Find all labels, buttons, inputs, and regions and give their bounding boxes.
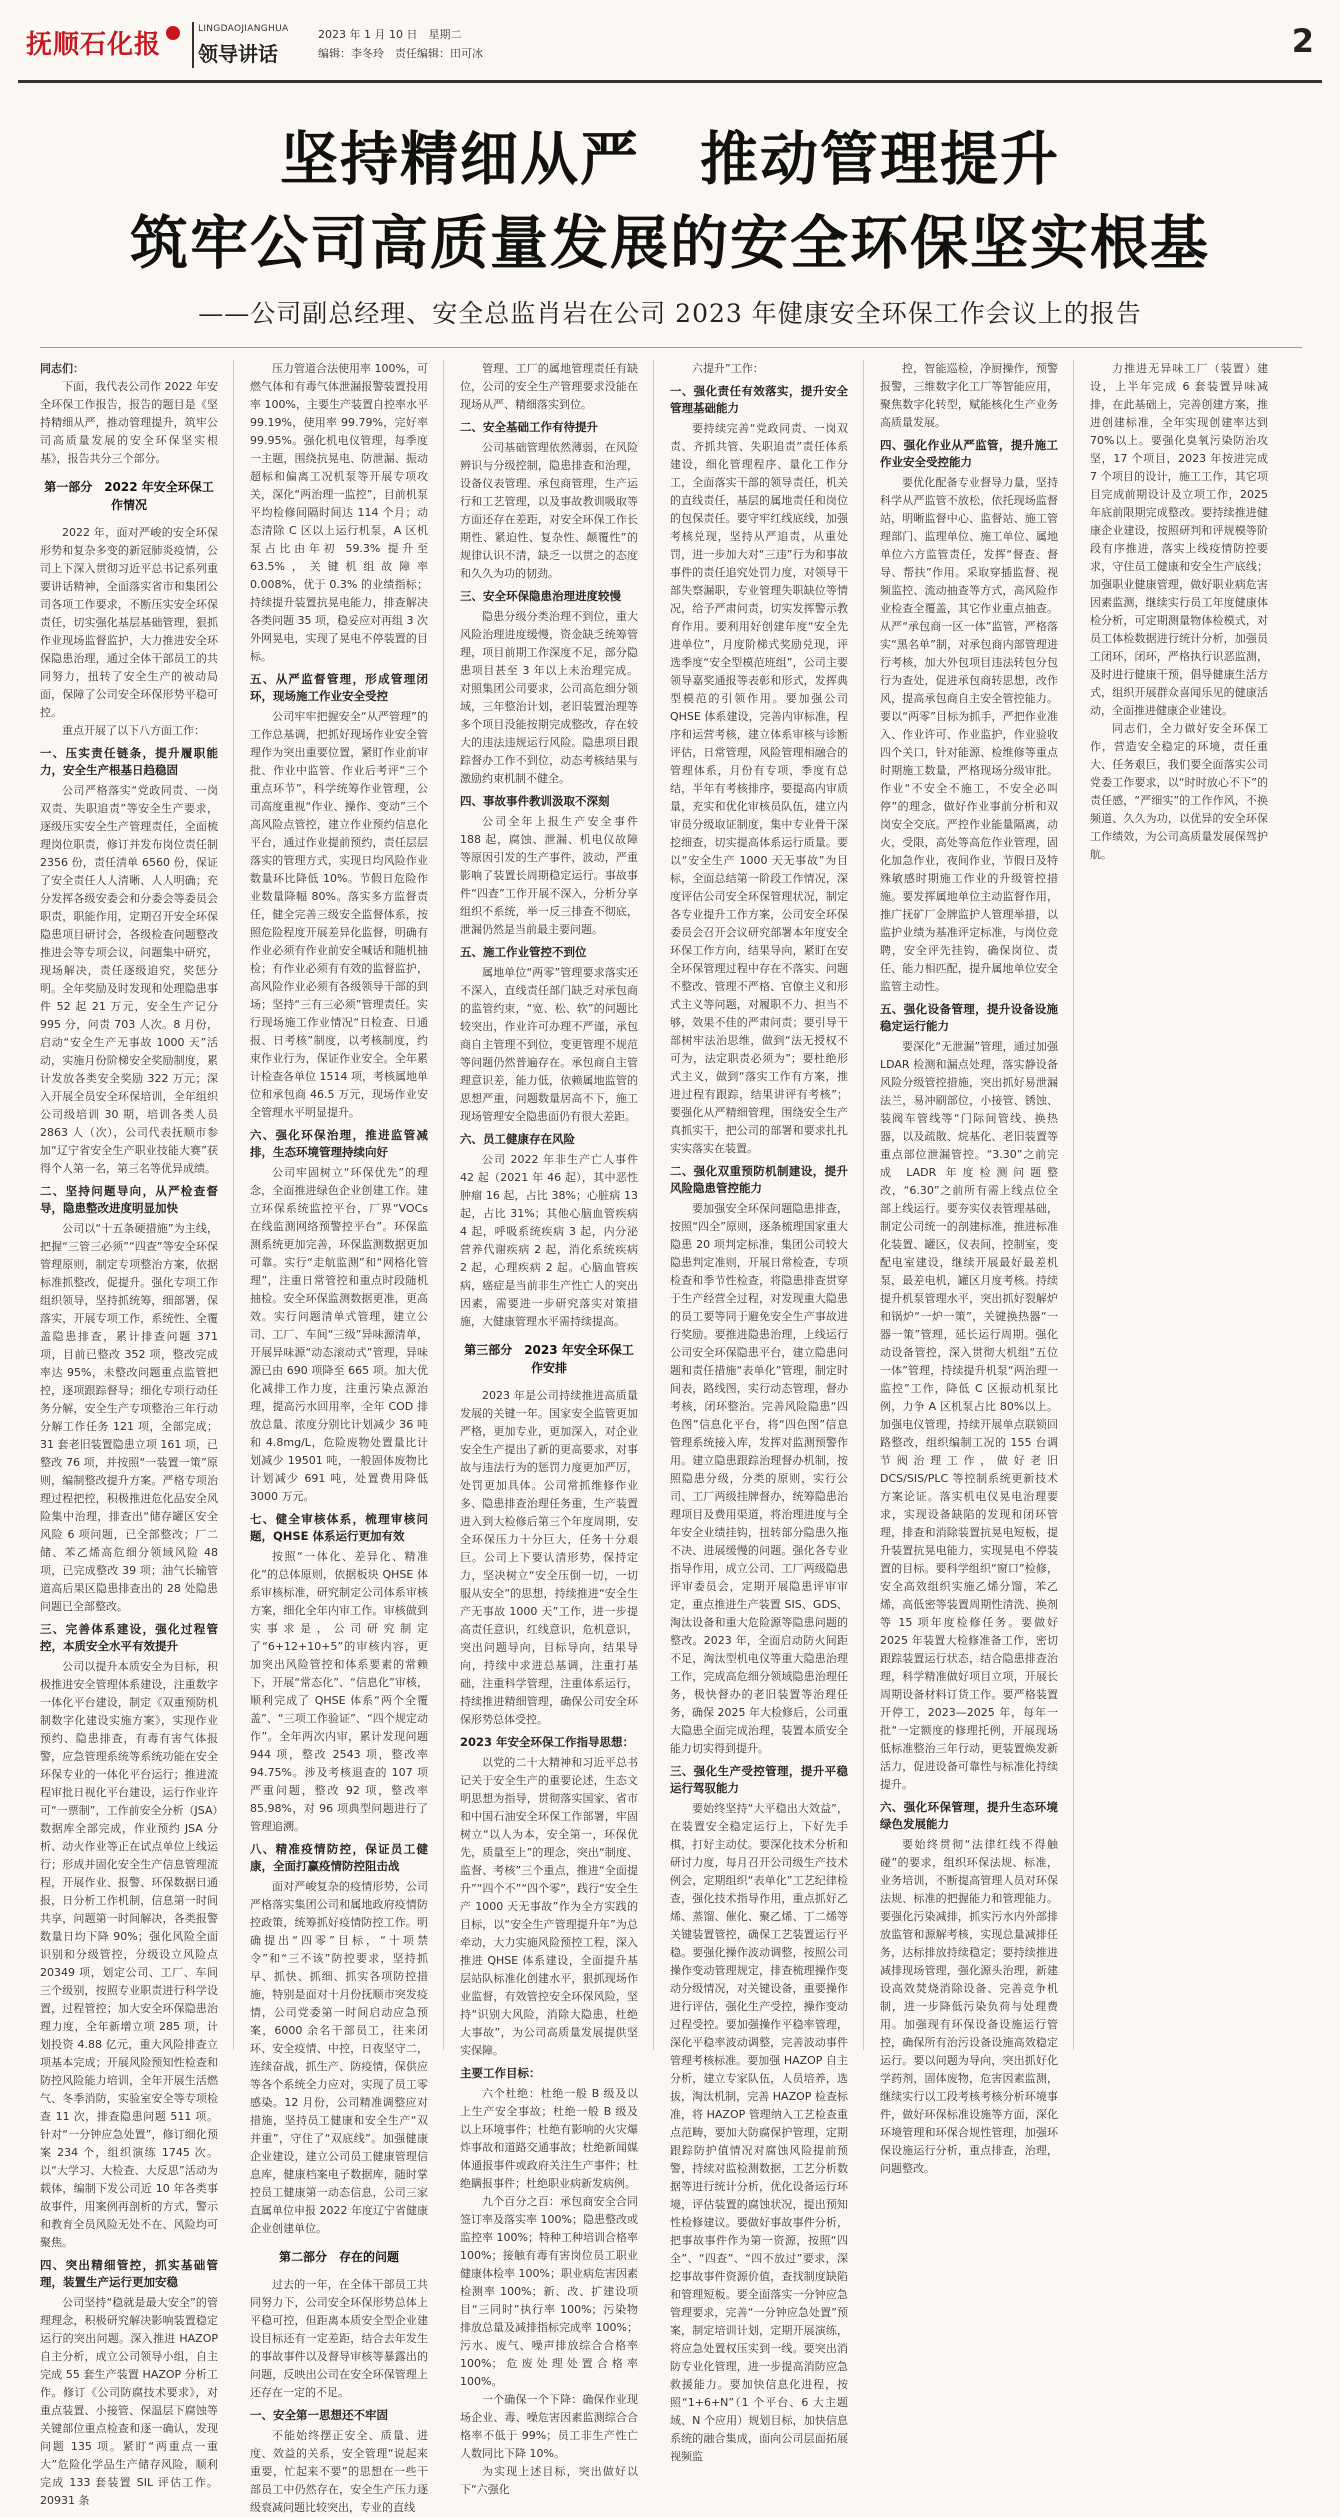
article-paragraph: 公司严格落实“党政同责、一岗双责、失职追责”等安全生产要求，逐级压实安全生产管理责任，全面梳理岗位职责，修订并发布岗位责任制 2356 份，责任清单 6560 份，保证了安全责任人人清晰、人人明确；充分发挥各级安委会和分委会等委员会职责，职能作用，定期召开安全环保隐患项目研讨会，各级检查问题整改推进会等专项会议，问题集中研究，现场解决，责任逐级追究，奖惩分明。全年奖励及时发现和处理隐患事件 52 起 21 万元，安全生产记分 995 分，问责 703 人次。8 月份，启动“安全生产无事故 1000 天”活动，实施月份阶梯安全奖励制度，累计发放各类安全奖励 322 万元；深入开展全员安全环保培训，全年组织公司级培训 30 期，培训各类人员 2863 人（次），公司代表抚顺市参加“辽宁省安全生产职业技能大赛”获得个人第一名，第三名等优异成绩。 bbox=[40, 784, 218, 1175]
section-subheading: 三、安全环保隐患治理进度较慢 bbox=[460, 589, 621, 603]
article-paragraph: 九个百分之百：承包商安全合同签订率及落实率 100%；隐患整改或监控率 100%；特种工种培训合格率 100%；接触有毒有害岗位员工职业健康体检率 100%；职业病危害因素检测率 100%；新、改、扩建设项目“三同时”执行率 100%；污染物排放总量及减排指标完成率 100%；污水、废气、噪声排放综合合格率 100%；危废处理处置合格率 100%。 bbox=[460, 2195, 638, 2388]
page-number: 2 bbox=[1291, 22, 1314, 60]
article-paragraph: 重点开展了以下八方面工作： bbox=[62, 724, 205, 737]
article-column-6 bbox=[1090, 360, 1268, 2060]
article-paragraph: 2023 年是公司持续推进高质量发展的关键一年。国家安全监管更加严格，更加专业，更加深入，对企业安全生产提出了新的更高要求，对事故与违法行为的惩罚力度更加严厉，处罚更加具体。公司常抓维修作业多、隐患排查治理任务重，生产装置进入到大检修后第三个年度周期，安全环保压力十分巨大，任务十分艰巨。公司上下要认清形势，保持定力，坚决树立“安全压倒一切，一切服从安全”的思想，持续推进“安全生产无事故 1000 天”工作，进一步提高责任意识，红线意识，危机意识，突出问题导向，目标导向，结果导向，持续中求进总基调，注重打基础，注重科学管理，注重体系运行，持续推进精细管理，确保公司安全环保形势总体受控。 bbox=[460, 1389, 638, 1726]
article-paragraph: 六个杜绝：杜绝一般 B 级及以上生产安全事故；杜绝一般 B 级及以上环境事件；杜绝有影响的火灾爆炸事故和道路交通事故；杜绝新闻媒体通报事件或政府关注生产事件；杜绝瞒报事件；杜绝职业病新发病例。 bbox=[460, 2087, 638, 2190]
article-paragraph: 公司牢固树立“环保优先”的理念，全面推进绿色企业创建工作。建立环保系统监控平台，厂界“VOCs 在线监测网络预警控平台”。环保监测系统更加完善，环保监测数据更加可靠。实行“走航监测”和“网格化管理”，注重日常管控和重点时段随机抽检。安全环保监测数据更准，更高效。实行问题清单式管理，建立公司、工厂、车间“三级”异味源清单，开展异味源“动态滚动式”管理，异味源已由 690 项降至 665 项。加大优化减排工作力度，注重污染点源治理，提高污水回用率，全年 COD 排放总量、浓度分别比计划减少 36 吨和 4.8mg/L，危险废物处置量比计划减少 19501 吨，一般固体废物比计划减少 691 吨，处置费用降低 3000 万元。 bbox=[250, 1166, 428, 1503]
article-paragraph: 以党的二十大精神和习近平总书记关于安全生产的重要论述，生态文明思想为指导，贯彻落实国家、省市和中国石油安全环保工作部署，牢固树立“以人为本，安全第一，环保优先，质量至上”的理念，突出“制度、监督、考核”三个重点，推进“全面提升”“四个不”“四个零”，践行“安全生产 1000 天无事故”作为全方实践的目标，以“安全生产管理提升年”为总牵动，大力实施风险预控工程，深入推进 QHSE 体系建设，全面提升基层站队标准化创建水平，狠抓现场作业监督，有效管控安全环保风险，坚持“识别大风险，消除大隐患，杜绝大事故”，为公司高质量发展提供坚实保障。 bbox=[460, 1756, 638, 2057]
article-paragraph: 同志们，全力做好安全环保工作，营造安全稳定的环境，责任重大、任务艰巨，我们要全面落实公司党委工作要求，以“时时放心不下”的责任感，“严细实”的工作作风，不换频道、久久为功，以优异的安全环保工作绩效，为公司高质量发展保驾护航。 bbox=[1090, 722, 1268, 861]
section-subheading: 二、坚持问题导向，从严检查督导，隐患整改进度明显加快 bbox=[40, 1184, 218, 1215]
article-paragraph: 六提升”工作： bbox=[692, 362, 764, 375]
headline-subtitle: ——公司副总经理、安全总监肖岩在公司 2023 年健康安全环保工作会议上的报告 bbox=[198, 299, 1142, 328]
section-subheading: 六、员工健康存在风险 bbox=[460, 1132, 575, 1146]
editor-credits: 编辑：李冬玲 责任编辑：田可冰 bbox=[318, 47, 483, 60]
article-paragraph: 下面，我代表公司作 2022 年安全环保工作报告，报告的题目是《坚持精细从严，推动管理提升，筑牢公司高质量发展的安全环保坚实根基》，报告共分三个部分。 bbox=[40, 380, 218, 465]
article-paragraph: 管理、工厂的属地管理责任有缺位，公司的安全生产管理要求没能在现场从严、精细落实到位。 bbox=[460, 362, 638, 411]
newspaper-logo: 抚顺石化报 bbox=[26, 30, 162, 60]
section-subheading: 一、压实责任链条，提升履职能力，安全生产根基日趋稳固 bbox=[40, 746, 218, 777]
section-subheading: 五、施工作业管控不到位 bbox=[460, 945, 587, 959]
article-paragraph: 2022 年，面对严峻的安全环保形势和复杂多变的新冠肺炎疫情，公司上下深入贯彻习近平总书记系列重要讲话精神，全面落实省市和集团公司各项工作要求，不断压实安全环保责任，切实强化基层基础管理，狠抓作业现场监督监护，大力推进安全环保隐患治理，通过全体干部员工的共同努力，扭转了安全生产的被动局面，保障了公司安全环保形势平稳可控。 bbox=[40, 526, 218, 719]
section-subheading: 四、事故事件教训汲取不深刻 bbox=[460, 794, 610, 808]
article-column-2 bbox=[250, 360, 428, 2514]
salutation: 同志们： bbox=[40, 362, 84, 375]
masthead bbox=[18, 14, 1322, 80]
part-heading: 第三部分 2023 年安全环保工作安排 bbox=[464, 1343, 634, 1375]
headline-line-1: 坚持精细从严 推动管理提升 bbox=[279, 125, 1060, 193]
section-subheading: 三、强化生产受控管理，提升平稳运行驾驭能力 bbox=[670, 1764, 848, 1795]
issue-date: 2023 年 1 月 10 日 星期二 bbox=[318, 28, 462, 41]
section-subheading: 六、强化环保管理，提升生态环境绿色发展能力 bbox=[880, 1800, 1058, 1831]
article-paragraph: 力推进无异味工厂（装置）建设，上半年完成 6 套装置异味减排，在此基础上，完善创建方案，推进创建标准，全年实现创建率达到 70%以上。要强化臭氧污染防治攻坚，17 个项目，2023 年按进完成 7 个项目的设计，施工工作，其它项目完成前期设计及立项工作，2025 年底前限期完成整改。要持续推进健康企业建设，按照研判和评规模等阶段有序推进，落实上线疫情防控要求，守住员工健康和安全生产底线；加强职业健康管理，做好职业病危害因素监测，继续实行员工年度健康体检分析，可定期测量物体检模式，对员工体检数据进行统计分析，加强员工闭环，闭环，严格执行识恶监测，及时进行健康干预，倡导健康生活方式，组织开展群众喜闻乐见的健康活动，全面推进健康企业建设。 bbox=[1090, 362, 1268, 717]
column-divider bbox=[653, 360, 654, 2050]
article-paragraph: 要始终坚持“大平稳出大效益”，在装置安全稳定运行上，下好先手棋，打好主动仗。要深化技术分析和研讨力度，每月召开公司级生产技术例会，定期组织“表单化”工艺纪律检查，强化技术指导作用，重点抓好乙烯、蒸馏、催化、聚乙烯、丁二烯等关键装置管控，确保工艺装置运行平稳。要强化操作波动调整，按照公司操作变动管理规定，排查梳理操作变动分级情况，对关键设备，重要操作进行评估，强化生产受控，操作变动过程受控。要加强操作平稳率管理，深化平稳率波动调整，完善波动事件管理考核标准。要加强 HAZOP 自主分析，建立专家队伍，人员培养，选拔，淘汰机制，完善 HAZOP 检查标准，将 HAZOP 管理纳入工艺检查重点范畴，要加大防腐保护管理，定期跟踪防护值情况对腐蚀风险提前预警，持续对监检测数据，工艺分析数据等进行统计分析，优化设备运行环境，评估装置的腐蚀状况，提出预知性检修建议。要做好事故事件分析，把事故事件作为第一资源，按照“四全”、“四查”、“四不放过”要求，深挖事故事件资源价值，查找制度缺陷和管理短板。要全面落实一分钟应急管理要求，完善“一分钟应急处置”预案，制定培训计划，定期开展演练，将应急处置权压实到一线。要突出消防专业化管理，进一步提高消防应急救援能力。要加快信息化进程，按照“1+6+N”（1 个平台、6 大主题域、N 个应用）规划目标，加快信息系统的融合集成，面向公司层面拓展视频监 bbox=[670, 1802, 848, 2463]
column-divider bbox=[443, 360, 444, 2050]
section-subheading: 三、完善体系建设，强化过程管控，本质安全水平有效提升 bbox=[40, 1622, 218, 1653]
article-paragraph: 要始终贯彻“法律红线不得触碰”的要求，组织环保法规、标准，业务培训，不断提高管理人员对环保法规、标准的把握能力和管理能力。要强化污染减排，抓实污水内外部排放监管和源解考核，实现总量减排任务，达标排放持续稳定；要持续推进减排现场管理，强化源头治理，新建设高效焚烧消除设备、完善竞争机制，进一步降低污染负荷与处理费用。加强现有环保设备设施运行管控，确保所有治污设备设施高效稳定运行。要以问题为导向，突出抓好化学药剂，固体废物，危害因素监测，继续实行以工段考核考核分析环境事件，做好环保标准设施等方面，深化环境管理和环保合规性管理，加强环保设施运行分析，重点排查，治理，问题整改。 bbox=[880, 1838, 1058, 2175]
section-subheading: 主要工作目标： bbox=[460, 2066, 541, 2080]
article-paragraph: 公司 2022 年非生产亡人事件 42 起（2021 年 46 起），其中恶性肿瘤 16 起，占比 38%；心脏病 13 起，占比 31%；其他心脑血管疾病 4 起，呼吸系统疾病 3 起，内分泌营养代谢疾病 2 起，消化系统疾病 2 起，心理疾病 2 起。心脑血管疾病，癌症是当前非生产性亡人的突出因素，需要进一步研究落实对策措施，大健康管理水平需持续提高。 bbox=[460, 1153, 638, 1328]
part-heading: 第一部分 2022 年安全环保工作情况 bbox=[44, 480, 214, 512]
article-paragraph: 属地单位“两零”管理要求落实还不深入，直线责任部门缺乏对承包商的监管约束，“宽、松、软”的问题比较突出，作业许可办理不严谨，承包商自主管理不到位，变更管理不规范等问题仍然普遍存在。承包商自主管理意识差，能力低，依赖属地监管的思想严重，问题数量居高不下，施工现场管理安全隐患面仍有很大差距。 bbox=[460, 966, 638, 1123]
section-subheading: 二、安全基础工作有待提升 bbox=[460, 420, 598, 434]
column-divider bbox=[1073, 360, 1074, 2050]
article-paragraph: 公司基础管理依然薄弱，在风险辨识与分级控制，隐患排查和治理，设备仪表管理、承包商管理，生产运行和工艺管理，以及事故教训吸取等方面还存在差距，对安全环保工作长期性、紧迫性、复杂性、颠覆性”的规律认识不清，缺乏一以贯之的态度和久久为功的韧劲。 bbox=[460, 441, 638, 580]
section-divider bbox=[192, 22, 194, 68]
headline-line-2: 筑牢公司高质量发展的安全环保坚实根基 bbox=[129, 209, 1210, 277]
article-column-3 bbox=[460, 360, 638, 2496]
article-column-4 bbox=[670, 360, 848, 2463]
article-paragraph: 压力管道合法使用率 100%，可燃气体和有毒气体泄漏报警装置投用率 100%，主要生产装置自控率水平 99.19%，使用率 99.79%，完好率 99.95%。强化机电仪管理，每季度一主题，围绕抗晃电、防泄漏、振动超标和偏离工况机泵等开展专项攻关，深化“两治理一监控”，目前机泵平均检修间隔时间达 114 个月；动态清除 C 区以上运行机泵，A 区机泵占比由年初 59.3% 提升至 63.5%，关键机组故障率 0.008%，优于 0.3% 的业绩指标；持续提升装置抗晃电能力，排查解决各类问题 35 项，稳妥应对再组 3 次外网晃电，实现了晃电不停装置的目标。 bbox=[250, 362, 428, 663]
section-subheading: 二、强化双重预防机制建设，提升风险隐患管控能力 bbox=[670, 1164, 848, 1195]
masthead-rule bbox=[18, 80, 1322, 83]
article-paragraph: 要持续完善“党政同责、一岗双责、齐抓共管、失职追责”责任体系建设，细化管理程序、量化工作分工，全面落实干部的领导责任，机关的直线责任，基层的属地责任和岗位的包保责任。要守牢红线底线，加强考核兑现，坚持从严追责，从重处罚，进一步加大对“三违”行为和事故事件的责任追究处罚力度，对领导干部失察漏职，专业管理失职缺位等情况，给予严肃问责，切实发挥警示教育作用。要利用好创建年度“安全先进单位”，月度阶梯式奖励兑现，评选季度“安全型模范班组”，公司主要领导嘉奖通报等表彰和形式，发挥典型模范的引领作用。要加强公司 QHSE 体系建设，完善内审标准，程序和运营考核，建立体系审核与诊断评估，日常管理，风险管理相融合的管理体系，月份有专项，季度有总结，半年有考核排序，要提高内审质量，充实和优化审核员队伍，建立内审员分级取证制度，集中专业骨干深挖细查，切实提高体系运行质量。要以“安全生产 1000 天无事故”为目标，全面总结第一阶段工作情况，深度评估公司安全环保管理状况，制定各专业提升工作方案，公司安全环保委员会召开会议研究部署本年度安全环保工作方向，结果导向，紧盯在安全环保管理过程中存在不落实、问题不整改、管理不严格、官僚主义和形式主义等问题，对履职不力、担当不够，效果不佳的严肃问责；要引导干部树牢法治思维，做到“法无授权不可为，法定职责必须为”；要杜绝形式主义，做到“落实工作有方案，推进过程有跟踪，结果讲评有考核”；要强化从严精细管理，围绕安全生产真抓实干，把公司的部署和要求扎扎实实落实在装置。 bbox=[670, 422, 848, 1155]
section-subheading: 八、精准疫情防控，保证员工健康，全面打赢疫情防控阻击战 bbox=[250, 1842, 428, 1873]
section-subheading: 一、安全第一思想还不牢固 bbox=[250, 2408, 388, 2422]
article-paragraph: 不能始终摆正安全、质量、进度、效益的关系，安全管理“说起来重要，忙起来不要”的思想在一些干部员工中仍然存在，安全生产压力逐级衰减问题比较突出，专业的直线 bbox=[250, 2429, 428, 2514]
article-column-5 bbox=[880, 360, 1058, 2175]
section-subheading: 2023 年安全环保工作指导思想： bbox=[460, 1735, 635, 1749]
article-paragraph: 公司以“十五条硬措施”为主线，把握“三管三必须”“四查”等安全环保管理原则，制定专项整治方案，依据标准抓整改，促提升。强化专项工作组织领导，坚持抓统筹，细部署，保落实，开展专项工作，系统性、全覆盖隐患排查，累计排查问题 371 项，目前已整改 352 项，整改完成率达 95%，未整改问题重点监管把控，逐项跟踪督导；细化专项行动任务分解，安全生产专项整治三年行动分解工作任务 121 项，全部完成；31 套老旧装置隐患立项 161 项，已整改 76 项，并按照“一装置一策”原则，编制整改提升方案。严格专项治理过程把控，积极推进危化品安全风险集中治理，排查出“储存罐区安全风险 6 项问题，已全部整改；厂二储、苯乙烯高危细分领域风险 48 项，已完成整改 39 项；油气长输管道高后果区隐患排查出的 28 处隐患问题已全部整改。 bbox=[40, 1222, 218, 1613]
section-subheading: 五、从严监督管理，形成管理闭环，现场施工作业安全受控 bbox=[250, 672, 428, 703]
section-subheading: 六、强化环保治理，推进监管减排，生态环境管理持续向好 bbox=[250, 1128, 428, 1159]
section-name: 领导讲话 bbox=[198, 42, 278, 66]
article-paragraph: 要加强安全环保问题隐患排查，按照“四全”原则，逐条梳理国家重大隐患 20 项判定标准，集团公司较大隐患判定准则，开展日常检查，专项检查和季节性检查，将隐患排查贯穿于生产经营全过程，对发现重大隐患的员工要等同于避免安全生产事故进行奖励。要推进隐患治理，上线运行公司安全环保隐患平台，建立隐患问题和责任措施“表单化”管理，制定时间表，路线图，实行动态管理，督办考核，闭环整治。完善风险隐患“四色图”信息化平台，将“四色图”信息管理系统接入库，发挥对监测预警作用。建立隐患跟踪治理督办机制，按照隐患分级，分类的原则，实行公司、工厂两级挂牌督办，统筹隐患治理项目及费用渠道，将治理进度与全年安全业绩挂钩，扭转部分隐患久拖不决、进展缓慢的问题。强化各专业指导作用，成立公司、工厂两级隐患评审委员会，定期开展隐患评审审定，重点推进生产装置 SIS、GDS、淘汰设备和重大危险源等隐患问题的整改。2023 年，全面启动防火间距不足，淘汰型机电仪等重大隐患治理工作，完成高危细分领域隐患治理任务，极快督办的老旧装置等治理任务，确保 2025 年大检修后，公司重大隐患全面完成治理，装置本质安全能力切实得到提升。 bbox=[670, 1202, 848, 1755]
section-subheading: 四、强化作业从严监管，提升施工作业安全受控能力 bbox=[880, 438, 1058, 469]
article-paragraph: 控，智能巡检，净厨操作，预警报警，三维数字化工厂等智能应用，聚焦数字化转型，赋能核化生产业务高质量发展。 bbox=[880, 362, 1058, 429]
logo-seal-icon bbox=[166, 26, 180, 40]
article-paragraph: 按照“一体化、差异化、精准化”的总体原则，依据板块 QHSE 体系审核标准，研究制定公司体系审核方案，细化全年内审工作。审核做到实事求是，公司研究制定了“6+12+10+5”的审核内容，更加突出风险管控和体系要素的常赖下，开展“常态化”、“信息化”审核，顺利完成了 QHSE 体系“两个全覆盖”、“三项工作验证”、“四个规定动作”。全年两次内审，累计发现问题 944 项，整改 2543 项，整改率 94.75%。涉及考核退查的 107 项严重问题，整改 92 项，整改率 85.98%，对 96 项典型问题进行了管理追溯。 bbox=[250, 1550, 428, 1833]
part-heading: 第二部分 存在的问题 bbox=[278, 2250, 399, 2264]
article-paragraph: 为实现上述目标，突出做好以下“六强化 bbox=[460, 2465, 638, 2496]
article-paragraph: 公司全年上报生产安全事件 188 起，腐蚀、泄漏、机电仪故障等原因引发的生产事件，波动，严重影响了装置长周期稳定运行。事故事件“四査”工作开展不深入，分析分享组织不系统，举一反三排查不彻底，泄漏仍然是当前最主要问题。 bbox=[460, 815, 638, 936]
column-divider bbox=[863, 360, 864, 2050]
article-paragraph: 隐患分级分类治理不到位，重大风险治理进度缓慢，资金缺乏统筹管理，项目前期工作深度不足，部分隐患项目甚至 3 年以上未治理完成。对照集团公司要求，公司高危细分领域，三年整治计划，老旧装置治理等多个项目没能按期完成整改，存在较大的违法违规运行风险。隐患项目跟踪督办工作不到位，动态考核结果与激励约束机制不健全。 bbox=[460, 610, 638, 785]
article-paragraph: 公司坚持“稳就是最大安全”的管理理念，积极研究解决影响装置稳定运行的突出问题。深入推进 HAZOP 自主分析，成立公司领导小组，自主完成 55 套生产装置 HAZOP 分析工作。修订《公司防腐技术要求》，对重点装置、小接管、保温层下腐蚀等关键部位重点检查和逐一确认，发现问题 135 项。紧盯“两重点一重大”危险化学品生产储存风险，顺利完成 133 套装置 SIL 评估工作。20931 条 bbox=[40, 2296, 218, 2507]
section-subheading: 七、健全审核体系，梳理审核问题，QHSE 体系运行更加有效 bbox=[250, 1512, 428, 1543]
section-subheading: 一、强化责任有效落实，提升安全管理基础能力 bbox=[670, 384, 848, 415]
article-paragraph: 一个确保一个下降：确保作业现场企业、毒、噪危害因素监测综合合格率不低于 99%；员工非生产性亡人数同比下降 10%。 bbox=[460, 2393, 638, 2460]
article-paragraph: 面对严峻复杂的疫情形势，公司严格落实集团公司和属地政府疫情防控政策，统筹抓好疫情防控工作。明确提出“四零”目标，“十项禁令”和“三不该”防控要求，坚持抓早、抓快、抓细、抓实各项防控措施，特别是面对十月份抚顺市突发疫情，公司党委第一时间启动应急预案，6000 余名干部员工，往来闭环、安全疫情、中控，日夜坚守二，连续奋战，抓生产、防疫情，保供应等各个系统全力应对，实现了员工零感染。12 月份，公司精准调整应对措施，坚持员工健康和安全生产“双并重”，守住了“双底线”。加强健康企业建设，建立公司员工健康管理信息库，健康档案电子数据库，随时掌控员工健康第一动态信息，公司三家直属单位申报 2022 年度辽宁省健康企业创建单位。 bbox=[250, 1880, 428, 2235]
article-paragraph: 公司牢牢把握安全“从严管理”的工作总基调，把抓好现场作业安全管理作为突出重要位置，紧盯作业前审批、作业中监管、作业后考评“三个重点环节”，科学统筹作业管理，公司高度重视“作业、操作、变动”三个高风险点管控，建立作业预约信息化平台，通过作业提前预约，责任层层落实的管理方式，实现日均风险作业数量环比降低 10%。节假日危险作业数量降幅 80%。落实多方监督责任，健全完善三级安全监督体系，按照危险程度开展差异化监督，明确有作业必须有作业前安全喊话和随机抽检；有作业必须有有效的监督监护，高风险作业必须有各级领导干部的到场；坚持“三有三必须”管理责任。实行现场施工作业情况“日检查、日通报、日考核”制度，以考核制度，约束作业行为，保证作业安全。全年累计检查各单位 1514 项，考核属地单位和承包商 46.5 万元，现场作业安全管理水平明显提升。 bbox=[250, 710, 428, 1119]
article-paragraph: 要优化配备专业督导力量，坚持科学从严监管不放松，依托现场监督站，明晰监督中心、监督站、施工管理部门、监理单位、施工单位、属地单位六方监管责任，发挥“督查、督导、帮扶”作用。采取穿插监督、视频监控、流动抽查等方式，高风险作业检查全覆盖，其它作业重点抽查。从严“承包商一区一体”监管，严格落实“黑名单”制，对承包商内部管理进行考核，加大外包项目违法转包分包行为查处，促进承包商转思想，改作风，提高承包商自主安全管控能力。要以“两零”目标为抓手，严把作业准入、作业许可、作业监护，作业验收四个关口，针对能源、检维修等重点时期施工数量，严格现场分级审批。作业“不安全不施工，不安全必叫停”的理念，做好作业事前分析和双岗安全交底。严控作业能量隔离，动火，受限，高处等高危作业管理，固化加急作业，夜间作业，节假日及特殊敏感时期施工作业的升级管控措施。要发挥属地单位主动监督作用，推广抚矿厂金牌监护人管理举措，以监护业绩为基准评定标准，与岗位竞聘，安全评先挂钩，确保岗位、责任、能力相匹配，提升属地单位安全监管主动性。 bbox=[880, 476, 1058, 993]
column-divider bbox=[233, 360, 234, 2050]
section-subheading: 四、突出精细管控，抓实基础管理，装置生产运行更加安稳 bbox=[40, 2258, 218, 2289]
section-pinyin: LINGDAOJIANGHUA bbox=[198, 24, 289, 34]
article-column-1 bbox=[40, 360, 218, 2507]
article-paragraph: 要深化“无泄漏”管理，通过加强 LDAR 检测和漏点处理，落实静设备风险分级管控措施，突出抓好易泄漏法兰，易冲刷部位，小接管、锈蚀、装阀车管线等“门际间管线、换热器，以及疏散、烷基化、老旧装置等重点部位泄漏管控。“3.30”之前完成 LADR 年度检测问题整改，“6.30”之前所有需上线点位全部上线运行。要夯实仪表管理基础，制定公司统一的剖建标准，推进标准化装置、罐区，仪表间，控制室，变配电室建设，继续开展最好最差机泵，最差电机，罐区月度考核。持续提升机泵管理水平，突出抓好裂解炉和锅炉“一炉一策”，关键换热器“一器一策”管理，延长运行周期。强化动设备管控，深入贯彻大机组“五位一体”管理，持续提升机泵“两治理一监控”工作，降低 C 区振动机泵比例，力争 A 区机泵占比 80%以上。加强电仪管理，持续开展单点联锁回路整改，组织编制工况的 155 台调节阀治理工作，做好老旧 DCS/SIS/PLC 等控制系统更新技术方案论证。落实机电仪晃电治理要求，实现设备缺陷的发现和闭环管理，排查和消除装置抗晃电短板，提升装置抗晃电能力，实现晃电不停装置的目标。要科学组织“窗口”检修，安全高效组织实施乙烯分馏，苯乙烯，高低密等装置周期性清洗、换剂等 15 项年度检修任务。要做好 2025 年装置大检修准备工作，密切跟踪装置运行状态，结合隐患排查治理，科学精准做好项目立项，开展长周期设备材料订货工作。要严格装置开停工，2023—2025 年，每年一批“一定额度的修理托例，开展现场低标准整治三年行动，更装置焕发新活力，促进设备可靠性与标准化持续提升。 bbox=[880, 1040, 1058, 1791]
article-paragraph: 公司以提升本质安全为目标，积极推进安全管理体系建设，注重数字一体化平台建设，制定《双重预防机制数字化建设实施方案》，实现作业预约、隐患排查，有毒有害气体报警，应急管理系统等系统功能在安全环保专业的一体化平台运行；推进流程审批日视化平台建设，运行作业许可“一票制”，工作前安全分析（JSA）数据库全部完成，作业预约 JSA 分析、动火作业等正在试点单位上线运行；形成并固化安全生产信息管理流程，开展作业、报警、环保数据日通报，日分析工作机制，信息第一时间共享，问题第一时间解决，各类报警数量日均下降 90%；强化风险全面识别和分级管控，分级设立风险点 20349 项，划定公司、工厂、车间三个级别，按照专业职责进行科学设置，过程管控；加大安全环保隐患治理力度，全年新增立项 285 项，计划投资 4.88 亿元，重大风险排查立项基本完成；开展风险预知性检查和防控风险能力培训，全年开展生活燃气、冬季消防，实验室安全等专项检查 11 次，排查隐患问题 511 项。针对“一分钟应急处置”，修订细化预案 234 个，组织演练 1745 次。以“大学习、大检查、大反思”活动为载体，编制下发公司近 10 年各类事故事件，用案例再剖析的方式，警示和教育全员风险无处不在、风险均可聚焦。 bbox=[40, 1660, 218, 2249]
section-subheading: 五、强化设备管理，提升设备设施稳定运行能力 bbox=[880, 1002, 1058, 1033]
headline-rule bbox=[40, 347, 1302, 348]
article-paragraph: 过去的一年，在全体干部员工共同努力下，公司安全环保形势总体上平稳可控，但距离本质安全型企业建设目标还有一定差距，结合去年发生的事故事件以及督导审核等暴露出的问题，反映出公司在安全环保管理上还存在一定的不足。 bbox=[250, 2278, 428, 2399]
